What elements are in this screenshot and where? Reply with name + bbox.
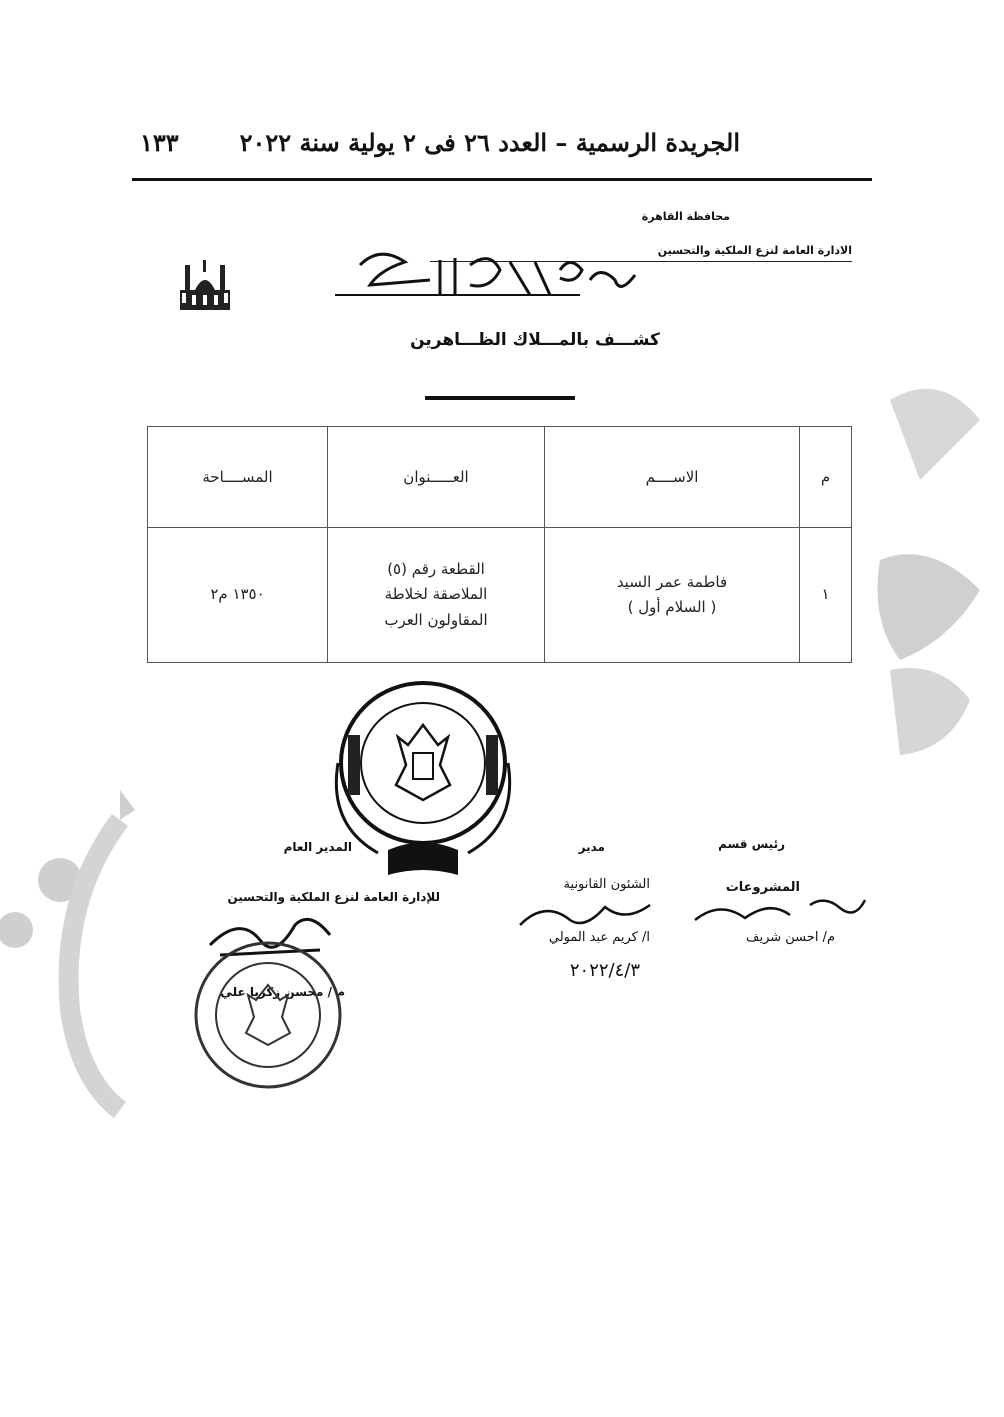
cell-address (328, 528, 545, 663)
manager-signature-date: ٢٠٢٢/٤/٣ (569, 960, 640, 981)
manager-title: مدير (578, 840, 605, 854)
table-header-row (148, 427, 852, 528)
cell-number: ١ (800, 528, 852, 663)
section-head-department: المشروعات (725, 880, 800, 895)
column-header-address: العـــــنوان (328, 427, 545, 528)
owner-district: ( السلام أول ) (627, 598, 717, 616)
document-title: كشـــف بالمـــلاك الظـــاهرين (410, 330, 660, 350)
general-manager-department: للإدارة العامة لنزع الملكية والتحسين (227, 890, 440, 904)
section-head-name: م/ احسن شريف (746, 930, 835, 945)
manager-signature (515, 895, 655, 935)
title-underline (425, 396, 575, 400)
header-divider (132, 178, 872, 181)
owner-name: فاطمة عمر السيد (616, 572, 728, 591)
cell-area: ١٣٥٠ م٢ (148, 528, 328, 663)
department-stamp-icon (188, 935, 348, 1095)
general-manager-name: م / محسن زكريا علي (220, 985, 345, 999)
mosque-emblem-icon (170, 255, 240, 315)
cell-name (545, 528, 800, 663)
address-line-2: الملاصقة لخلاطة (384, 585, 488, 604)
department-label: الادارة العامة لنزع الملكية والتحسين (657, 244, 852, 257)
table-row (148, 528, 852, 663)
manager-department: الشئون القانونية (563, 877, 650, 892)
handwritten-reference-scribble (320, 240, 650, 310)
column-header-number: م (800, 427, 852, 528)
owners-table (147, 426, 852, 663)
watermark-right (860, 360, 1004, 780)
column-header-area: المســــاحة (148, 427, 328, 528)
watermark-left (0, 780, 140, 1120)
journal-title: الجريدة الرسمية – العدد ٢٦ فى ٢ يولية سنة ٢٠٢٢ (239, 128, 740, 157)
general-manager-title: المدير العام (283, 840, 352, 854)
address-line-3: المقاولون العرب (384, 610, 488, 629)
manager-name: ا/ كريم عبد المولي (548, 930, 650, 945)
address-line-1: القطعة رقم (٥) (387, 559, 485, 578)
section-head-signature (690, 890, 870, 930)
column-header-name: الاســــم (545, 427, 800, 528)
section-head-title: رئيس قسم (718, 837, 785, 851)
governorate-label: محافظة القاهرة (641, 210, 730, 223)
page-number: ١٣٣ (140, 128, 179, 157)
